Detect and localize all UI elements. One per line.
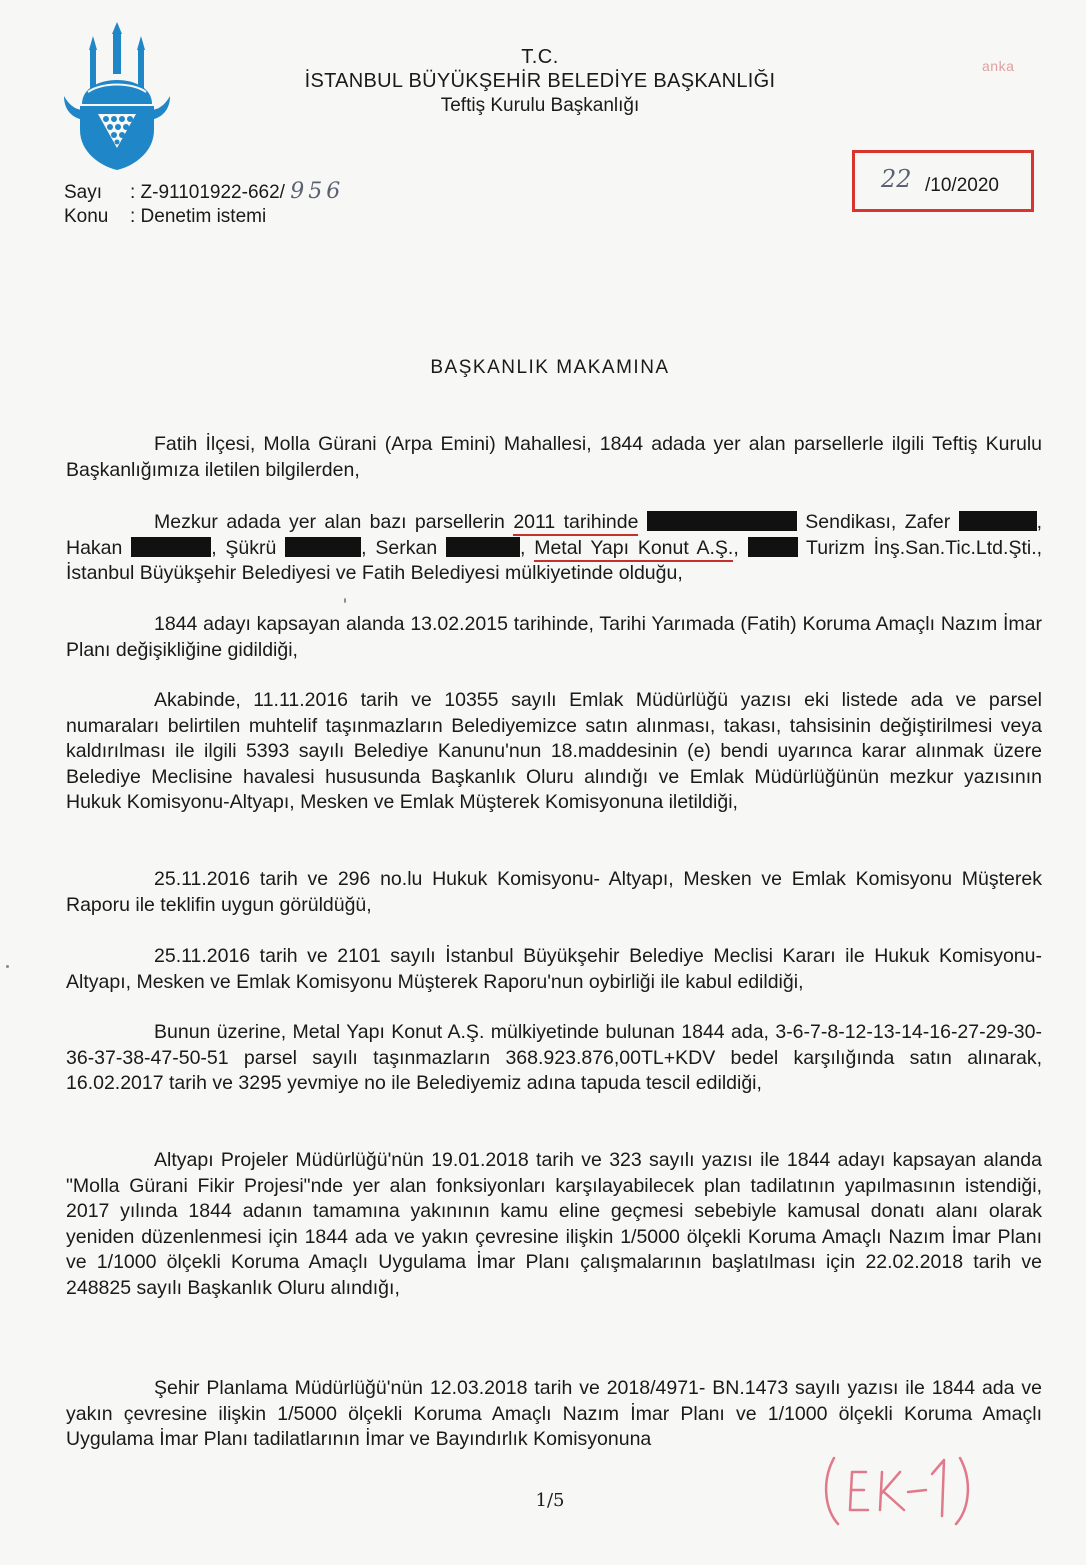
p2-text-c: , Hakan — [66, 511, 1043, 559]
redaction-bar — [131, 537, 211, 557]
p2-text-e: , Serkan — [361, 536, 438, 559]
paragraph-8: Altyapı Projeler Müdürlüğü'nün 19.01.2018 tarih ve 323 sayılı yazısı ile 1844 adayı kapsayan alanda "Molla Gürani Fikir Projesi"nde yer alan fonksiyonları karşılayabilecek plan tadilatının yapılmasının istendiği, 2017 yılında 1844 adanın tamamına yakınının kamu eline geçmesi sebebiyle kamusal donatı alanı olarak yeniden düzenlenmesi için 1844 ada ve yakın çevresine ilişkin 1/5000 ölçekli Koruma Amaçlı Nazım İmar Planı ve 1/1000 ölçekli Koruma Amaçlı Uygulama İmar Planı çalışmalarının başlatılması için 22.02.2018 tarih ve 248825 sayılı Başkanlık Oluru alındığı, — [66, 1149, 1042, 1299]
konu-value: : Denetim istemi — [130, 206, 267, 227]
sayi-label: Sayı — [64, 182, 103, 203]
letterhead — [270, 46, 810, 118]
letterhead-institution: İSTANBUL BÜYÜKŞEHİR BELEDİYE BAŞKANLIĞI — [304, 70, 776, 92]
redaction-bar — [748, 537, 798, 557]
letterhead-department: Teftiş Kurulu Başkanlığı — [440, 95, 640, 116]
redaction-bar — [446, 537, 520, 557]
paragraph-5: 25.11.2016 tarih ve 296 no.lu Hukuk Komisyonu- Altyapı, Mesken ve Emlak Komisyonu Müşterek Raporu ile teklifin uygun görüldüğü, — [66, 868, 1042, 916]
letterhead-tc: T.C. — [521, 46, 559, 68]
page-number: 1/5 — [535, 1490, 565, 1511]
p2-text-d: , Şükrü — [211, 536, 277, 559]
date-highlight-box — [852, 150, 1034, 212]
paragraph-2: Mezkur adada yer alan bazı parsellerin 2011 tarihinde Sendikası, Zafer , Hakan , Şükrü , Serkan , Metal Yapı Konut A.Ş., Turizm İnş.San.Tic.Ltd.Şti., İstanbul Büyükşehir Belediyesi ve Fatih Belediyesi mülkiyetinde olduğu, — [66, 511, 1043, 584]
scan-speck — [6, 965, 9, 968]
konu-label: Konu — [64, 206, 109, 227]
paragraph-7: Bunun üzerine, Metal Yapı Konut A.Ş. mülkiyetinde bulunan 1844 ada, 3-6-7-8-12-13-14-16-27-29-30-36-37-38-47-50-51 parsel sayılı taşınmazların 368.923.876,00TL+KDV bedel karşılığında satın alınarak, 16.02.2017 tarih ve 3295 yevmiye no ile Belediyemiz adına tapuda tescil edildiği, — [66, 1021, 1042, 1094]
p2-text-f: Turizm İnş.San.Tic.Ltd.Şti., İstanbul Büyükşehir Belediyesi ve Fatih Belediyesi mülkiyetinde olduğu, — [66, 536, 1043, 584]
redaction-bar — [959, 511, 1037, 531]
salutation: BAŞKANLIK MAKAMINA — [430, 357, 670, 378]
redaction-bar — [285, 537, 361, 557]
paragraph-6: 25.11.2016 tarih ve 2101 sayılı İstanbul Büyükşehir Belediye Meclisi Kararı ile Hukuk Komisyonu-Altyapı, Mesken ve Emlak Komisyonu Müşterek Raporu'nun oybirliği ile kabul edildiği, — [66, 945, 1042, 993]
scan-speck — [344, 598, 346, 603]
sayi-handwritten: 956 — [290, 179, 345, 204]
paragraph-3: 1844 adayı kapsayan alanda 13.02.2015 tarihinde, Tarihi Yarımada (Fatih) Koruma Amaçlı Nazım İmar Planı değişikliğine gidildiği, — [66, 613, 1042, 661]
subject-line — [64, 205, 266, 229]
sayi-value: : Z-91101922-662/ — [130, 182, 285, 203]
p2-text-b: Sendikası, Zafer — [805, 511, 951, 533]
p2-text-a: Mezkur adada yer alan bazı parsellerin — [154, 511, 505, 533]
date-handwritten-day: 22 — [881, 165, 912, 193]
p2-underline-date: 2011 tarihinde — [513, 511, 638, 536]
paragraph-1: Fatih İlçesi, Molla Gürani (Arpa Emini) Mahallesi, 1844 adada yer alan parsellerle ilgili Teftiş Kurulu Başkanlığımıza iletilen bilgilerden, — [66, 433, 1042, 481]
date-printed: /10/2020 — [925, 175, 999, 196]
paragraph-4: Akabinde, 11.11.2016 tarih ve 10355 sayılı Emlak Müdürlüğü yazısı eki listede ada ve parsel numaraları belirtilen muhtelif taşınmazların Belediyemizce satın alınması, takası, tahsisinin değiştirilmesi veya kaldırılması ile ilgili 5393 sayılı Belediye Kanunu'nun 18.maddesinin (e) bendi uyarınca karar alınmak üzere Belediye Meclisine havalesi hususunda Başkanlık Oluru alındığı ve Emlak Müdürlüğünün mezkur yazısının Hukuk Komisyonu-Altyapı, Mesken ve Emlak Müşterek Komisyonuna iletildiği, — [66, 689, 1042, 813]
paragraph-9: Şehir Planlama Müdürlüğü'nün 12.03.2018 tarih ve 2018/4971- BN.1473 sayılı yazısı ile 1844 ada ve yakın çevresine ilişkin 1/5000 ölçekli Koruma Amaçlı Nazım İmar Planı ve 1/1000 ölçekli Koruma Amaçlı Uygulama İmar Planı tadilatlarının İmar ve Bayındırlık Komisyonuna — [66, 1377, 1042, 1450]
handwritten-annotation-ek1 — [818, 1450, 978, 1530]
p2-underline-company: Metal Yapı Konut A.Ş. — [534, 537, 733, 562]
ibb-logo — [62, 22, 172, 170]
redaction-bar — [647, 511, 797, 531]
watermark-text: anka — [982, 58, 1015, 74]
reference-number — [64, 180, 344, 205]
